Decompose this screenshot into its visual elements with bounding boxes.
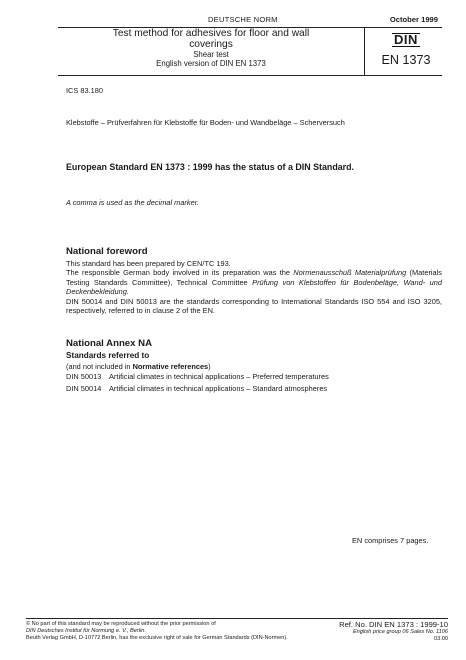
standard-reference-row	[66, 384, 327, 393]
copyright-line: Beuth Verlag GmbH, D-10772 Berlin, has the exclusive right of sale for German Standards (DIN-Normen).	[26, 634, 288, 641]
foreword-text: The responsible German body involved in its preparation was the	[66, 268, 294, 278]
german-title: Klebstoffe – Prüfverfahren für Klebstoffe für Boden- und Wandbeläge – Scherversuch	[66, 118, 345, 127]
page-count-note: EN comprises 7 pages.	[352, 536, 429, 545]
standards-referred-note	[66, 362, 442, 371]
price-group: English price group 06 Sales No. 1106	[352, 629, 448, 635]
reference-number: Ref. No. DIN EN 1373 : 1999-10	[339, 620, 448, 629]
footer-rule	[26, 618, 448, 619]
din-logo: DIN	[394, 32, 418, 47]
standard-number: EN 1373	[381, 53, 431, 67]
edition-code: 03.00	[434, 636, 448, 642]
decimal-marker-note: A comma is used as the decimal marker.	[66, 198, 199, 207]
reference-block	[328, 620, 448, 643]
copyright-line: © No part of this standard may be reproduced without the prior permission of	[26, 621, 216, 627]
foreword-paragraph: DIN 50014 and DIN 50013 are the standards corresponding to International Standards ISO 554 and ISO 3205, respectively, referred to in clause 2 of the EN.	[66, 296, 442, 316]
note-emphasis: Normative references	[132, 362, 209, 371]
header-rule-bottom	[58, 75, 442, 76]
ics-code: ICS 83.180	[66, 86, 103, 95]
standard-title: Artificial climates in technical applications – Preferred temperatures	[109, 372, 329, 381]
version-note: English version of DIN EN 1373	[156, 59, 266, 68]
national-foreword-heading: National foreword	[66, 246, 148, 257]
national-annex-heading: National Annex NA	[66, 338, 152, 349]
status-statement: European Standard EN 1373 : 1999 has the status of a DIN Standard.	[66, 162, 355, 172]
standards-referred-heading: Standards referred to	[66, 351, 150, 360]
document-subtitle: Shear test	[193, 50, 229, 59]
standard-code: DIN 50013	[66, 372, 102, 381]
technical-committee-name: Prüfung von Klebstoffen für Bodenbeläge, Wand- und Deckenbekleidung.	[66, 277, 442, 297]
copyright-holder: DIN Deutsches Institut für Normung e. V., Berlin.	[26, 627, 146, 634]
note-text: )	[208, 362, 211, 371]
din-block	[370, 30, 442, 72]
document-title: Test method for adhesives for floor and wall coverings	[112, 28, 310, 50]
issue-date: October 1999	[389, 15, 438, 24]
standard-title: Artificial climates in technical applications – Standard atmospheres	[109, 384, 328, 393]
foreword-text: (Materials Testing Standards Committee), Technical Committee	[66, 268, 443, 287]
norm-label: DEUTSCHE NORM	[208, 15, 278, 24]
national-foreword-body	[66, 259, 442, 315]
copyright-notice	[26, 621, 326, 641]
foreword-paragraph: This standard has been prepared by CEN/TC 193.	[66, 259, 231, 268]
title-block	[58, 28, 364, 74]
foreword-paragraph	[66, 268, 442, 296]
copyright-line	[26, 628, 326, 635]
note-text: (and not included in	[66, 362, 133, 371]
header-divider	[364, 27, 365, 75]
standard-reference-row	[66, 372, 329, 381]
standard-code: DIN 50014	[66, 384, 102, 393]
committee-name: Normenausschuß Materialprüfung	[293, 268, 407, 278]
